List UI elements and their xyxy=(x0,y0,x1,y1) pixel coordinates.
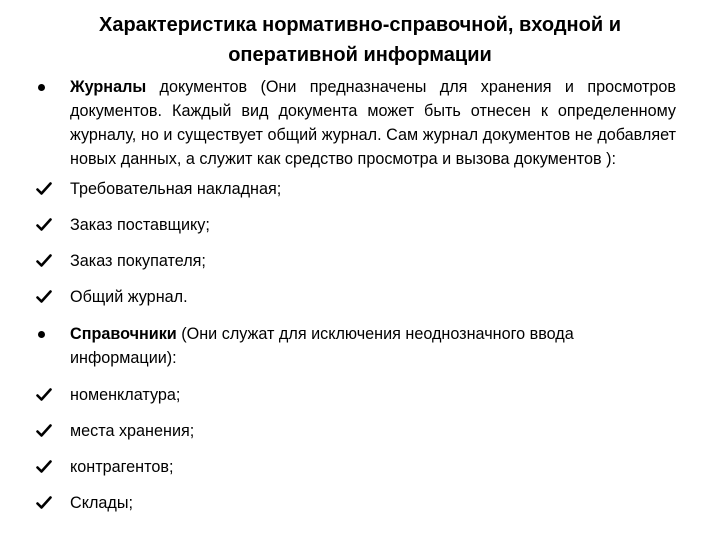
check-item-label: номенклатура; xyxy=(70,386,181,404)
slide-content xyxy=(36,75,676,515)
bullet-journals xyxy=(36,75,676,171)
check-item-journal-3 xyxy=(36,285,676,309)
check-item-label: Заказ поставщику; xyxy=(70,216,210,234)
checkmark-icon xyxy=(36,491,56,515)
check-item-label: Склады; xyxy=(70,494,133,512)
checkmark-icon xyxy=(36,249,56,273)
checkmark-icon xyxy=(36,419,56,443)
check-item-label: контрагентов; xyxy=(70,458,174,476)
checkmark-icon xyxy=(36,177,56,201)
slide-title xyxy=(40,10,680,70)
check-item-label: места хранения; xyxy=(70,422,195,440)
check-item-label: Общий журнал. xyxy=(70,288,188,306)
checkmark-icon xyxy=(36,455,56,479)
title-line-2: оперативной информации xyxy=(228,44,492,66)
checkmark-icon xyxy=(36,213,56,237)
check-item-journal-1 xyxy=(36,213,676,237)
journals-text: документов (Они предназначены для хранения и просмотров документов. Каждый вид документа может быть отнесен к определенному журналу, но и существует общий журнал. Сам журнал документов не добавляет новых данных, а служит как средство просмотра и вызова документов ): xyxy=(70,78,676,168)
check-item-reference-0 xyxy=(36,383,676,407)
references-text: (Они служат для исключения неоднозначного ввода информации): xyxy=(70,325,574,367)
checkmark-icon xyxy=(36,383,56,407)
check-item-label: Заказ покупателя; xyxy=(70,252,206,270)
check-item-journal-2 xyxy=(36,249,676,273)
check-item-label: Требовательная накладная; xyxy=(70,180,282,198)
check-item-journal-0 xyxy=(36,177,676,201)
checkmark-icon xyxy=(36,285,56,309)
bullet-references xyxy=(36,322,676,370)
references-term: Справочники xyxy=(70,325,177,343)
check-item-reference-2 xyxy=(36,455,676,479)
check-item-reference-3 xyxy=(36,491,676,515)
bullet-dot-icon xyxy=(36,75,56,99)
title-line-1: Характеристика нормативно-справочной, входной и xyxy=(98,14,621,36)
check-item-reference-1 xyxy=(36,419,676,443)
bullet-dot-icon xyxy=(36,322,56,346)
journals-term: Журналы xyxy=(70,78,147,96)
